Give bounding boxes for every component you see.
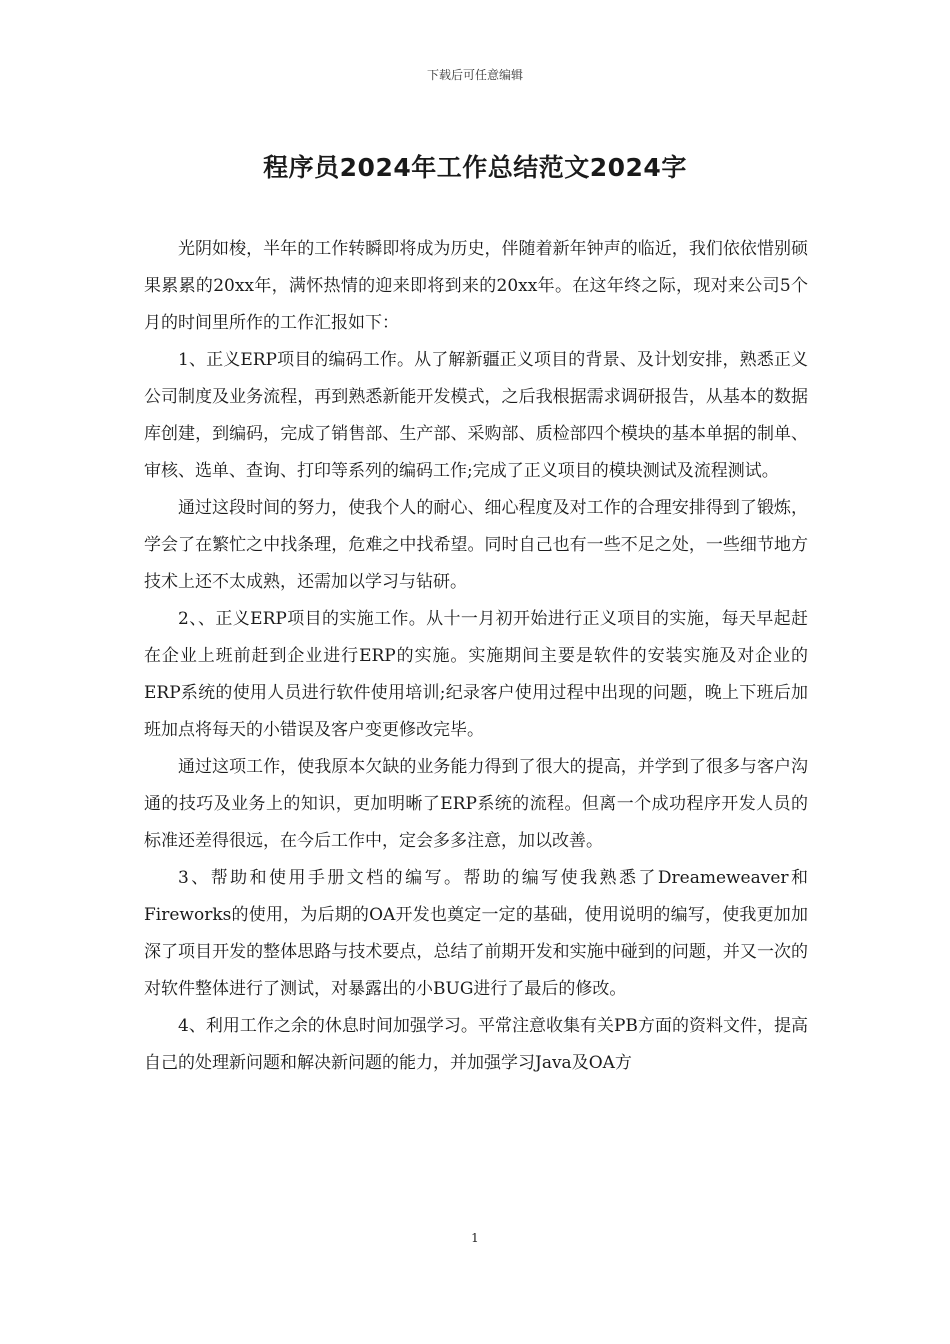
paragraph-reflection-1: 通过这段时间的努力，使我个人的耐心、细心程度及对工作的合理安排得到了锻炼，学会了在繁忙之中找条理，危难之中找希望。同时自己也有一些不足之处，一些细节地方技术上还不太成熟，还需加以学习与钻研。 bbox=[144, 498, 808, 592]
document-title: 程序员2024年工作总结范文2024字 bbox=[263, 153, 687, 182]
paragraph-reflection-2: 通过这项工作，使我原本欠缺的业务能力得到了很大的提高，并学到了很多与客户沟通的技巧及业务上的知识，更加明晰了ERP系统的流程。但离一个成功程序开发人员的标准还差得很远，在今后工作中，定会多多注意，加以改善。 bbox=[144, 757, 808, 851]
paragraph-item-2: 2、、正义ERP项目的实施工作。从十一月初开始进行正义项目的实施，每天早起赶在企业上班前赶到企业进行ERP的实施。实施期间主要是软件的安装实施及对企业的ERP系统的使用人员进行软件使用培训;纪录客户使用过程中出现的问题，晚上下班后加班加点将每天的小错误及客户变更修改完毕。 bbox=[144, 609, 808, 740]
paragraph-item-3: 3、帮助和使用手册文档的编写。帮助的编写使我熟悉了Dreameweaver和Fireworks的使用，为后期的OA开发也奠定一定的基础，使用说明的编写，使我更加加深了项目开发的整体思路与技术要点，总结了前期开发和实施中碰到的问题，并又一次的对软件整体进行了测试，对暴露出的小BUG进行了最后的修改。 bbox=[144, 868, 808, 999]
page-header-note: 下载后可任意编辑 bbox=[426, 68, 523, 82]
paragraph-item-1: 1、正义ERP项目的编码工作。从了解新疆正义项目的背景、及计划安排，熟悉正义公司制度及业务流程，再到熟悉新能开发模式，之后我根据需求调研报告，从基本的数据库创建，到编码，完成了销售部、生产部、采购部、质检部四个模块的基本单据的制单、审核、选单、查询、打印等系列的编码工作;完成了正义项目的模块测试及流程测试。 bbox=[144, 350, 808, 481]
document-body bbox=[144, 231, 808, 1082]
paragraph-intro: 光阴如梭，半年的工作转瞬即将成为历史，伴随着新年钟声的临近，我们依依惜别硕果累累的20xx年，满怀热情的迎来即将到来的20xx年。在这年终之际，现对来公司5个月的时间里所作的工作汇报如下： bbox=[144, 239, 808, 333]
page-number: 1 bbox=[471, 1231, 479, 1245]
paragraph-item-4: 4、利用工作之余的休息时间加强学习。平常注意收集有关PB方面的资料文件，提高自己的处理新问题和解决新问题的能力，并加强学习Java及OA方 bbox=[144, 1016, 808, 1073]
